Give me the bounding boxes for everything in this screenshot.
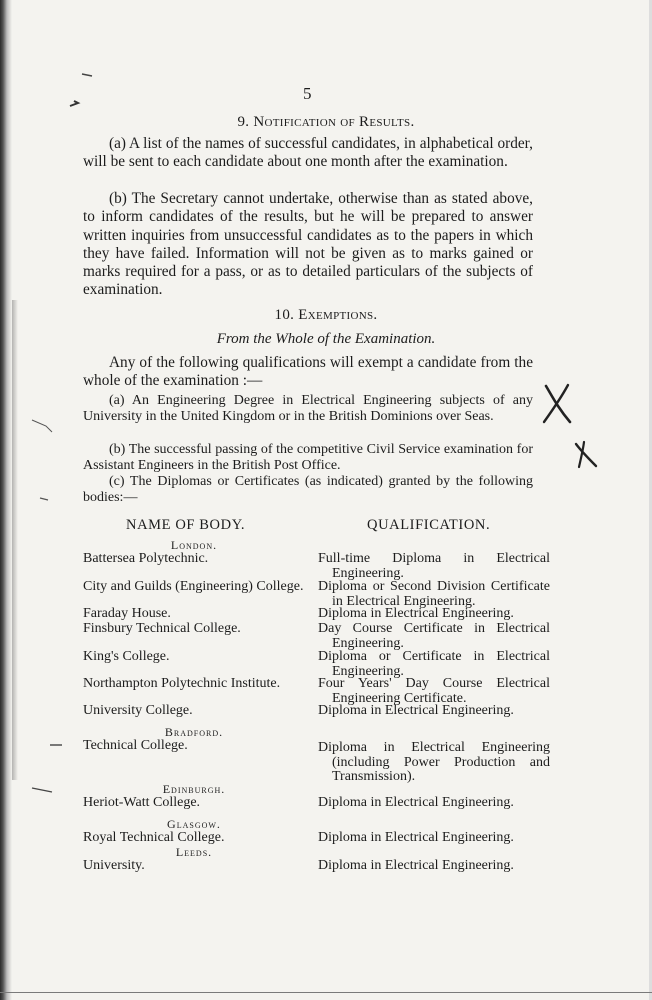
- qualification: Diploma in Electrical Engineering.: [318, 795, 514, 810]
- section-9-title: Notification of Results.: [253, 114, 415, 130]
- body-name: King's College.: [83, 649, 170, 664]
- section-10-intro: Any of the following qualifications will exempt a candidate from the whole of the examination :—: [83, 354, 533, 390]
- qualification: Diploma or Certificate in Electrical Engineering.: [318, 649, 550, 679]
- qualification: Diploma in Electrical Engineering.: [318, 606, 514, 621]
- qualification: Day Course Certificate in Electrical Engineering.: [318, 621, 550, 651]
- city-heading: London.: [170, 538, 218, 552]
- body-name: Royal Technical College.: [83, 830, 225, 845]
- qualification: Diploma or Second Division Certificate in Electrical Engineering.: [318, 579, 550, 609]
- section-9-heading: [0, 114, 652, 131]
- exemption-item-a: (a) An Engineering Degree in Electrical Engineering subjects of any University in the United Kingdom or in the British Dominions over Seas.: [83, 393, 533, 424]
- city-heading: Leeds.: [175, 845, 213, 859]
- qualification: Diploma in Electrical Engineering.: [318, 703, 514, 718]
- handwritten-cross-mark: [540, 382, 574, 426]
- section-9-para-a: (a) A list of the names of successful candidates, in alphabetical order, will be sent to each candidate about one month after the examination.: [83, 135, 533, 171]
- body-name: Technical College.: [83, 738, 188, 753]
- body-name: Heriot-Watt College.: [83, 795, 201, 810]
- column-header-qualification: QUALIFICATION.: [367, 517, 491, 533]
- scan-speck: [30, 380, 70, 900]
- body-name: Northampton Polytechnic Institute.: [83, 676, 281, 691]
- scan-speck: [60, 60, 120, 120]
- binding-shadow-inner: [12, 300, 18, 780]
- body-name: Faraday House.: [83, 606, 171, 621]
- city-heading: Edinburgh.: [162, 782, 226, 796]
- page-number: 5: [303, 84, 312, 103]
- section-9-number: 9.: [237, 114, 250, 130]
- body-name: City and Guilds (Engineering) College.: [83, 579, 304, 594]
- column-header-body: NAME OF BODY.: [126, 517, 246, 533]
- section-10-heading: [0, 307, 652, 324]
- section-10-subtitle: From the Whole of the Examination.: [216, 331, 436, 347]
- city-heading: Bradford.: [164, 725, 224, 739]
- section-9-para-b: (b) The Secretary cannot undertake, otherwise than as stated above, to inform candidates of the results, but he will be prepared to answer written inquiries from unsuccessful candidates as to the papers in which they have failed. Information will not be given as to marks gained or marks required for a pass, or as to detailed particulars of the subjects of examination.: [83, 190, 533, 299]
- section-10-number: 10.: [274, 307, 295, 323]
- binding-shadow: [0, 0, 12, 1000]
- qualification: Diploma in Electrical Engineering (including Power Production and Transmission).: [318, 740, 550, 785]
- page-bottom-edge: [0, 992, 652, 993]
- body-name: Finsbury Technical College.: [83, 621, 241, 636]
- qualification: Diploma in Electrical Engineering.: [318, 858, 514, 873]
- body-name: University College.: [83, 703, 193, 718]
- body-name: Battersea Polytechnic.: [83, 551, 209, 566]
- handwritten-cross-mark: [570, 440, 600, 470]
- exemption-item-b: (b) The successful passing of the competitive Civil Service examination for Assistant Engineers in the British Post Office.: [83, 442, 533, 473]
- exemption-item-c: (c) The Diplomas or Certificates (as indicated) granted by the following bodies:—: [83, 474, 533, 505]
- qualification: Four Years' Day Course Electrical Engineering Certificate.: [318, 676, 550, 706]
- section-10-title: Exemptions.: [298, 307, 378, 323]
- body-name: University.: [83, 858, 145, 873]
- qualification: Full-time Diploma in Electrical Engineering.: [318, 551, 550, 581]
- city-heading: Glasgow.: [167, 817, 221, 831]
- qualification: Diploma in Electrical Engineering.: [318, 830, 514, 845]
